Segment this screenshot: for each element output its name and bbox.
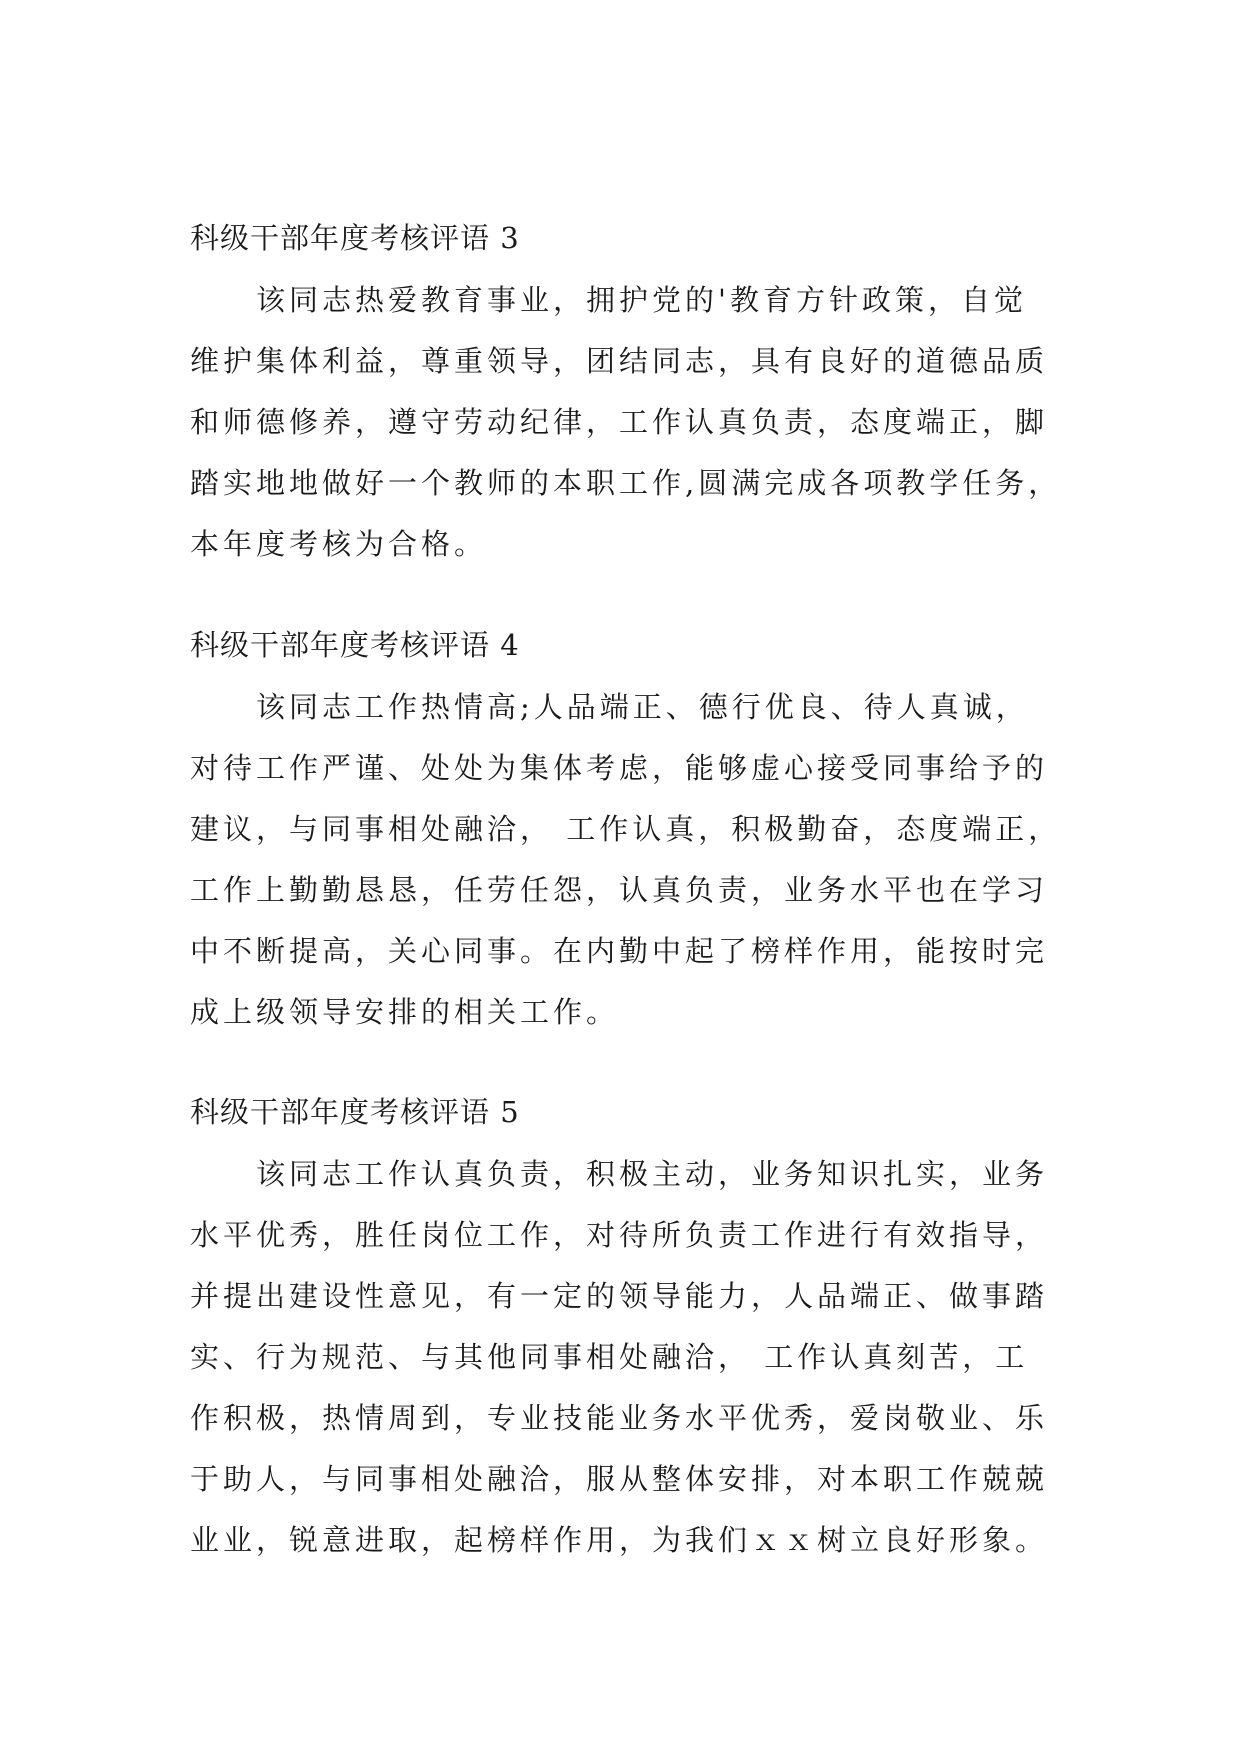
paragraph-line: 踏实地地做好一个教师的本职工作,圆满完成各项教学任务， — [190, 466, 1062, 500]
paragraph-line: 该同志工作认真负责，积极主动，业务知识扎实，业务 — [256, 1157, 1049, 1191]
paragraph-line: 对待工作严谨、处处为集体考虑，能够虚心接受同事给予的 — [190, 751, 1049, 785]
paragraph-line: 业业，锐意进取，起榜样作用，为我们ｘｘ树立良好形象。 — [190, 1523, 1049, 1557]
section-paragraph — [190, 677, 1070, 1043]
paragraph-line: 和师德修养，遵守劳动纪律，工作认真负责，态度端正，脚 — [190, 405, 1049, 439]
section-heading: 科级干部年度考核评语 4 — [190, 628, 520, 662]
review-section-3 — [190, 218, 1070, 575]
review-section-4 — [190, 625, 1070, 1043]
paragraph-line: 实、行为规范、与其他同事相处融洽， 工作认真刻苦，工 — [190, 1340, 1029, 1374]
section-heading: 科级干部年度考核评语 3 — [190, 221, 520, 255]
review-section-5 — [190, 1092, 1070, 1571]
paragraph-line: 建议，与同事相处融洽， 工作认真，积极勤奋，态度端正， — [190, 812, 1062, 846]
paragraph-line: 工作上勤勤恳恳，任劳任怨，认真负责，业务水平也在学习 — [190, 873, 1049, 907]
paragraph-line: 成上级领导安排的相关工作。 — [190, 995, 620, 1029]
paragraph-line: 作积极，热情周到，专业技能业务水平优秀，爱岗敬业、乐 — [190, 1401, 1049, 1435]
section-paragraph — [190, 1144, 1070, 1571]
paragraph-line: 本年度考核为合格。 — [190, 527, 488, 561]
section-heading: 科级干部年度考核评语 5 — [190, 1095, 520, 1129]
paragraph-line: 维护集体利益，尊重领导，团结同志，具有良好的道德品质 — [190, 344, 1049, 378]
section-paragraph — [190, 270, 1070, 575]
paragraph-line: 中不断提高，关心同事。在内勤中起了榜样作用，能按时完 — [190, 934, 1049, 968]
paragraph-line: 水平优秀，胜任岗位工作，对待所负责工作进行有效指导， — [190, 1218, 1049, 1252]
paragraph-line: 该同志工作热情高;人品端正、德行优良、待人真诚， — [256, 690, 1029, 724]
paragraph-line: 于助人，与同事相处融洽，服从整体安排，对本职工作兢兢 — [190, 1462, 1049, 1496]
paragraph-line: 并提出建设性意见，有一定的领导能力，人品端正、做事踏 — [190, 1279, 1049, 1313]
paragraph-line: 该同志热爱教育事业，拥护党的'教育方针政策，自觉 — [256, 283, 1027, 317]
